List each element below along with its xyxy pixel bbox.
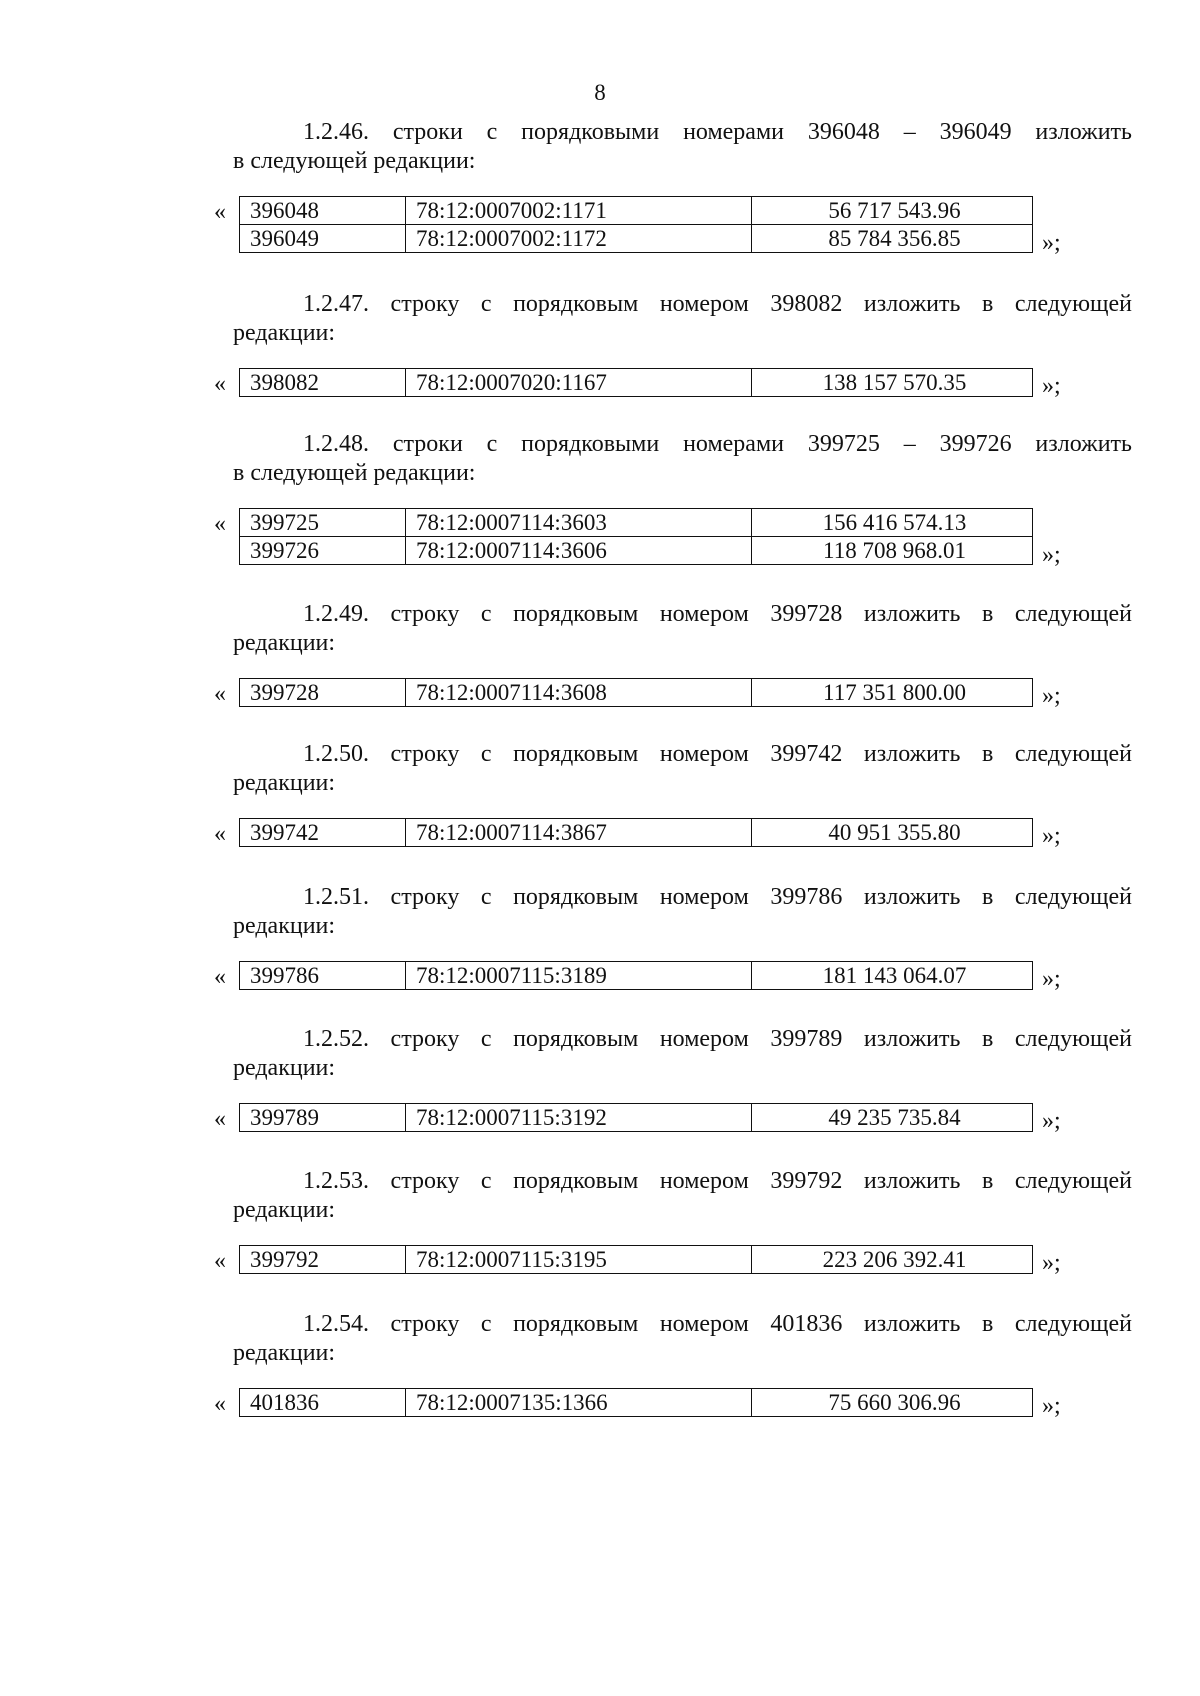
cadastral-number-cell [406, 197, 752, 225]
replacement-table [239, 508, 1033, 565]
page-number: 8 [594, 80, 606, 105]
cadastral-number-cell-text: 78:12:0007115:3189 [416, 963, 607, 988]
paragraph-second-line: редакции: [233, 1055, 336, 1081]
row-number-cell [240, 537, 406, 565]
table-row [240, 369, 1033, 397]
close-quote: »; [1042, 683, 1061, 709]
cadastral-number-cell [406, 369, 752, 397]
open-quote: « [214, 681, 226, 707]
cadastral-value-cell [752, 1104, 1033, 1132]
open-quote: « [214, 511, 226, 537]
cadastral-number-cell [406, 509, 752, 537]
row-number-cell-text: 399789 [250, 1105, 319, 1130]
amendment-paragraph [233, 883, 1132, 941]
cadastral-number-cell [406, 1389, 752, 1417]
paragraph-second-line: редакции: [233, 770, 336, 796]
table-row [240, 225, 1033, 253]
paragraph-second-line: редакции: [233, 1197, 336, 1223]
cadastral-value-cell [752, 225, 1033, 253]
replacement-table [239, 961, 1033, 990]
row-number-cell-text: 399728 [250, 680, 319, 705]
table-row [240, 962, 1033, 990]
row-number-cell-text: 399792 [250, 1247, 319, 1272]
cadastral-number-cell [406, 537, 752, 565]
close-quote: »; [1042, 1108, 1061, 1134]
open-quote: « [214, 964, 226, 990]
paragraph-first-line: 1.2.47. строку с порядковым номером 398082 изложить в следующей [303, 291, 1132, 317]
cadastral-number-cell-text: 78:12:0007020:1167 [416, 370, 607, 395]
row-number-cell-text: 399726 [250, 538, 319, 563]
cadastral-value-cell [752, 1246, 1033, 1274]
cadastral-value-cell [752, 369, 1033, 397]
cadastral-number-cell-text: 78:12:0007002:1172 [416, 226, 607, 251]
cadastral-value-cell-text: 40 951 355.80 [828, 820, 961, 845]
cadastral-number-cell-text: 78:12:0007114:3867 [416, 820, 607, 845]
replacement-table [239, 1245, 1033, 1274]
table-row [240, 197, 1033, 225]
close-quote: »; [1042, 966, 1061, 992]
replacement-table [239, 678, 1033, 707]
replacement-table [239, 818, 1033, 847]
cadastral-value-cell-text: 181 143 064.07 [822, 963, 967, 988]
close-quote: »; [1042, 1250, 1061, 1276]
table-row [240, 819, 1033, 847]
row-number-cell [240, 1246, 406, 1274]
close-quote: »; [1042, 823, 1061, 849]
row-number-cell [240, 679, 406, 707]
table-row [240, 537, 1033, 565]
replacement-table [239, 368, 1033, 397]
amendment-paragraph [233, 118, 1132, 176]
cadastral-number-cell-text: 78:12:0007114:3603 [416, 510, 607, 535]
amendment-paragraph [233, 1025, 1132, 1083]
open-quote: « [214, 199, 226, 225]
open-quote: « [214, 1391, 226, 1417]
amendment-paragraph [233, 740, 1132, 798]
cadastral-number-cell [406, 1104, 752, 1132]
close-quote: »; [1042, 373, 1061, 399]
cadastral-number-cell [406, 225, 752, 253]
row-number-cell [240, 819, 406, 847]
row-number-cell-text: 401836 [250, 1390, 319, 1415]
row-number-cell [240, 1104, 406, 1132]
open-quote: « [214, 821, 226, 847]
paragraph-first-line: 1.2.53. строку с порядковым номером 399792 изложить в следующей [303, 1168, 1132, 1194]
replacement-table [239, 1388, 1033, 1417]
paragraph-second-line: редакции: [233, 630, 336, 656]
cadastral-number-cell [406, 962, 752, 990]
paragraph-first-line: 1.2.54. строку с порядковым номером 401836 изложить в следующей [303, 1311, 1132, 1337]
paragraph-second-line: редакции: [233, 320, 336, 346]
table-row [240, 679, 1033, 707]
paragraph-first-line: 1.2.49. строку с порядковым номером 399728 изложить в следующей [303, 601, 1132, 627]
cadastral-value-cell-text: 117 351 800.00 [823, 680, 966, 705]
cadastral-value-cell [752, 962, 1033, 990]
open-quote: « [214, 1248, 226, 1274]
table-row [240, 1389, 1033, 1417]
row-number-cell-text: 398082 [250, 370, 319, 395]
amendment-paragraph [233, 290, 1132, 348]
row-number-cell-text: 396049 [250, 226, 319, 251]
row-number-cell [240, 197, 406, 225]
close-quote: »; [1042, 1393, 1061, 1419]
cadastral-number-cell-text: 78:12:0007002:1171 [416, 198, 607, 223]
table-row [240, 509, 1033, 537]
cadastral-value-cell-text: 138 157 570.35 [822, 370, 967, 395]
cadastral-value-cell [752, 197, 1033, 225]
amendment-paragraph [233, 600, 1132, 658]
paragraph-first-line: 1.2.50. строку с порядковым номером 399742 изложить в следующей [303, 741, 1132, 767]
cadastral-value-cell-text: 75 660 306.96 [828, 1390, 961, 1415]
cadastral-number-cell-text: 78:12:0007135:1366 [416, 1390, 608, 1415]
cadastral-number-cell [406, 1246, 752, 1274]
cadastral-value-cell [752, 819, 1033, 847]
cadastral-value-cell-text: 85 784 356.85 [828, 226, 961, 251]
open-quote: « [214, 371, 226, 397]
row-number-cell-text: 399786 [250, 963, 319, 988]
row-number-cell [240, 1389, 406, 1417]
paragraph-first-line: 1.2.52. строку с порядковым номером 399789 изложить в следующей [303, 1026, 1132, 1052]
row-number-cell [240, 369, 406, 397]
paragraph-second-line: в следующей редакции: [233, 148, 476, 174]
cadastral-number-cell [406, 679, 752, 707]
row-number-cell-text: 396048 [250, 198, 319, 223]
cadastral-number-cell-text: 78:12:0007115:3192 [416, 1105, 607, 1130]
paragraph-second-line: редакции: [233, 1340, 336, 1366]
cadastral-number-cell-text: 78:12:0007114:3608 [416, 680, 607, 705]
cadastral-value-cell-text: 56 717 543.96 [828, 198, 961, 223]
cadastral-number-cell-text: 78:12:0007115:3195 [416, 1247, 607, 1272]
paragraph-first-line: 1.2.46. строки с порядковыми номерами 396048 – 396049 изложить [303, 119, 1132, 145]
table-row [240, 1246, 1033, 1274]
paragraph-first-line: 1.2.48. строки с порядковыми номерами 399725 – 399726 изложить [303, 431, 1132, 457]
row-number-cell [240, 225, 406, 253]
replacement-table [239, 1103, 1033, 1132]
cadastral-value-cell-text: 49 235 735.84 [828, 1105, 961, 1130]
cadastral-value-cell [752, 537, 1033, 565]
cadastral-value-cell-text: 118 708 968.01 [823, 538, 966, 563]
row-number-cell [240, 509, 406, 537]
cadastral-number-cell [406, 819, 752, 847]
close-quote: »; [1042, 230, 1061, 256]
row-number-cell-text: 399725 [250, 510, 319, 535]
row-number-cell [240, 962, 406, 990]
amendment-paragraph [233, 430, 1132, 488]
cadastral-value-cell [752, 679, 1033, 707]
row-number-cell-text: 399742 [250, 820, 319, 845]
paragraph-first-line: 1.2.51. строку с порядковым номером 399786 изложить в следующей [303, 884, 1132, 910]
cadastral-number-cell-text: 78:12:0007114:3606 [416, 538, 607, 563]
open-quote: « [214, 1106, 226, 1132]
paragraph-second-line: редакции: [233, 913, 336, 939]
paragraph-second-line: в следующей редакции: [233, 460, 476, 486]
amendment-paragraph [233, 1167, 1132, 1225]
table-row [240, 1104, 1033, 1132]
cadastral-value-cell [752, 1389, 1033, 1417]
cadastral-value-cell [752, 509, 1033, 537]
cadastral-value-cell-text: 156 416 574.13 [822, 510, 967, 535]
replacement-table [239, 196, 1033, 253]
cadastral-value-cell-text: 223 206 392.41 [822, 1247, 967, 1272]
amendment-paragraph [233, 1310, 1132, 1368]
close-quote: »; [1042, 542, 1061, 568]
